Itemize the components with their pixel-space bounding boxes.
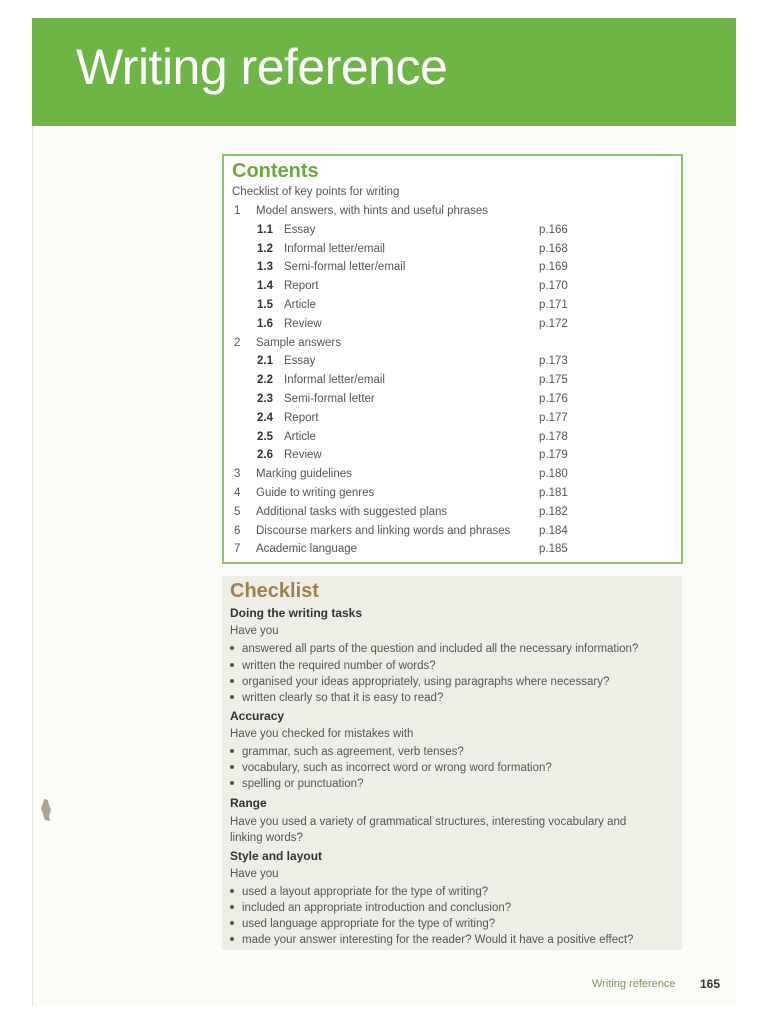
toc-entry-page: p.166 [539, 223, 568, 236]
toc-entry [224, 543, 679, 561]
bullet-icon [230, 889, 234, 893]
checklist-title: Checklist [230, 580, 319, 602]
toc-entry-number: 1.1 [257, 223, 273, 236]
toc-entry-number: 2.4 [257, 411, 273, 424]
toc-entry-number: 4 [234, 487, 241, 499]
toc-entry-label: Semi-formal letter/email [284, 261, 406, 274]
checklist-box [222, 576, 682, 950]
toc-entry-number: 1.3 [257, 261, 273, 274]
toc-entry-page: p.170 [539, 280, 568, 293]
toc-entry-page: p.181 [539, 487, 568, 499]
toc-entry [224, 412, 679, 430]
list-item: written the required number of words? [230, 660, 436, 672]
footer-label: Writing reference [592, 978, 676, 990]
toc-entry-label: Additional tasks with suggested plans [256, 505, 448, 518]
toc-entry-page: p.177 [539, 411, 568, 424]
toc-entry-label: Essay [284, 223, 316, 236]
bullet-icon [230, 749, 234, 753]
toc-entry-page: p.169 [539, 261, 568, 274]
toc-entry-label: Academic language [256, 543, 358, 556]
toc-entry-page: p.185 [539, 543, 568, 556]
toc-entry-label: Informal letter/email [284, 242, 385, 255]
toc-entry-number: 2.1 [257, 355, 273, 368]
list-item: used language appropriate for the type of writing? [230, 918, 495, 930]
accuracy-intro: Have you checked for mistakes with [230, 728, 414, 740]
style-heading: Style and layout [230, 849, 323, 863]
style-intro: Have you [230, 868, 279, 880]
page-mark-icon [40, 798, 52, 822]
bullet-icon [230, 679, 234, 683]
toc-entry-label: Discourse markers and linking words and phrases [256, 524, 511, 537]
toc-entry-number: 2.5 [257, 430, 273, 443]
toc-entry-label: Article [284, 430, 316, 443]
toc-entry [224, 525, 679, 543]
bullet-icon [230, 765, 234, 769]
toc-entry-page: p.168 [539, 242, 568, 255]
range-heading: Range [230, 796, 267, 810]
toc-entry [224, 431, 679, 449]
toc-entry-number: 2.6 [257, 449, 273, 462]
toc-entry [224, 337, 679, 355]
contents-intro: Checklist of key points for writing [232, 186, 400, 198]
toc-entry-number: 1 [234, 205, 241, 217]
toc-entry-number: 1.4 [257, 280, 273, 293]
toc-entry [224, 393, 679, 411]
list-item: written clearly so that it is easy to read? [230, 692, 443, 704]
toc-entry-number: 1.2 [257, 242, 273, 255]
toc-entry-number: 2.3 [257, 393, 273, 405]
page-title: Writing reference [76, 39, 448, 95]
toc-entry-number: 6 [234, 524, 241, 537]
list-item: answered all parts of the question and included all the necessary information? [230, 643, 638, 655]
toc-entry-page: p.176 [539, 393, 568, 405]
toc-entry-number: 7 [234, 543, 241, 556]
list-item: made your answer interesting for the reader? Would it have a positive effect? [230, 934, 633, 946]
bullet-icon [230, 905, 234, 909]
doing-intro: Have you [230, 625, 279, 637]
toc-entry-page: p.171 [539, 299, 568, 311]
toc-entry [224, 374, 679, 392]
toc-entry [224, 205, 679, 223]
toc-entry [224, 318, 679, 336]
toc-entry-label: Informal letter/email [284, 374, 385, 387]
toc-entry-page: p.175 [539, 374, 568, 387]
contents-box [222, 154, 683, 564]
toc-entry-number: 3 [234, 468, 241, 481]
toc-entry [224, 355, 679, 373]
toc-entry-number: 2 [234, 336, 241, 349]
toc-entry-page: p.184 [539, 524, 568, 537]
toc-entry [224, 468, 679, 486]
list-item: organised your ideas appropriately, using paragraphs where necessary? [230, 676, 609, 688]
toc-entry [224, 224, 679, 242]
list-item: included an appropriate introduction and conclusion? [230, 902, 511, 914]
accuracy-heading: Accuracy [230, 709, 285, 723]
page-number: 165 [700, 977, 721, 991]
toc-entry [224, 506, 679, 524]
toc-entry-label: Review [284, 449, 322, 462]
toc-entry-page: p.173 [539, 355, 568, 368]
list-item: spelling or punctuation? [230, 778, 363, 790]
bullet-icon [230, 781, 234, 785]
toc-entry-page: p.180 [539, 468, 568, 481]
toc-entry-number: 1.5 [257, 299, 273, 311]
list-item: vocabulary, such as incorrect word or wrong word formation? [230, 762, 552, 774]
toc-entry-label: Review [284, 317, 322, 330]
list-item: used a layout appropriate for the type of writing? [230, 886, 488, 898]
toc-entry [224, 243, 679, 261]
bullet-icon [230, 921, 234, 925]
toc-entry [224, 487, 679, 505]
toc-entry [224, 299, 679, 317]
toc-entry-label: Report [284, 411, 319, 424]
bullet-icon [230, 646, 234, 650]
toc-entry-label: Sample answers [256, 336, 342, 349]
toc-entry-label: Marking guidelines [256, 468, 352, 481]
toc-entry-number: 2.2 [257, 374, 273, 387]
toc-entry-label: Report [284, 280, 319, 293]
toc-entry-label: Model answers, with hints and useful phrases [256, 205, 489, 217]
toc-entry-page: p.179 [539, 449, 568, 462]
toc-entry-page: p.182 [539, 505, 568, 518]
toc-entry-label: Article [284, 299, 316, 311]
toc-entry-page: p.178 [539, 430, 568, 443]
contents-title: Contents [232, 160, 319, 182]
bullet-icon [230, 663, 234, 667]
toc-entry [224, 449, 679, 467]
toc-entry-label: Guide to writing genres [256, 487, 375, 499]
toc-entry-label: Essay [284, 355, 316, 368]
bullet-icon [230, 695, 234, 699]
toc-entry-page: p.172 [539, 317, 568, 330]
list-item: grammar, such as agreement, verb tenses? [230, 746, 464, 758]
toc-entry-number: 5 [234, 505, 241, 518]
doing-heading: Doing the writing tasks [230, 606, 363, 620]
bullet-icon [230, 937, 234, 941]
toc-entry [224, 261, 679, 279]
toc-entry [224, 280, 679, 298]
toc-entry-number: 1.6 [257, 317, 273, 330]
range-text: Have you used a variety of grammatical structures, interesting vocabulary and linking words? [230, 816, 627, 844]
toc-entry-label: Semi-formal letter [284, 393, 375, 405]
